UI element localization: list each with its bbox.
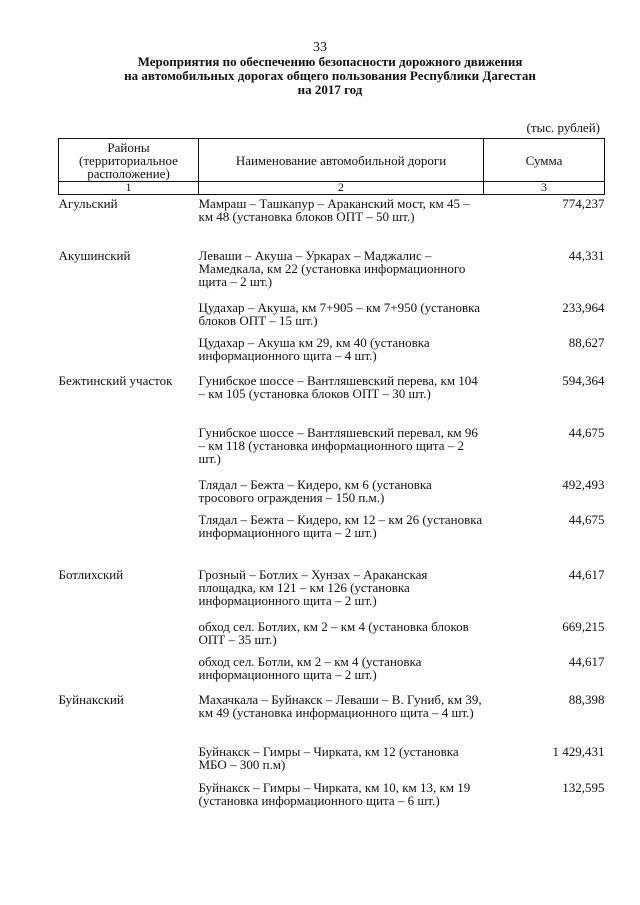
page-number: 33: [313, 40, 327, 55]
sum-cell: 492,493: [562, 476, 605, 492]
column-number-row: [59, 182, 605, 195]
table-row: [59, 476, 605, 511]
header-district: Районы (территориальное расположение): [59, 139, 199, 182]
road-cell: Цудахар – Акуша км 29, км 40 (установка информационного щита – 4 шт.): [198, 334, 430, 363]
district-cell: [59, 779, 199, 829]
sum-cell: 44,675: [568, 424, 605, 440]
district-cell: Агульский: [58, 196, 118, 211]
district-cell: [59, 299, 199, 334]
district-cell: [59, 618, 199, 653]
sum-cell: 594,364: [562, 372, 605, 388]
title-line-1: Мероприятия по обеспечению безопасности дорожного движения: [137, 54, 523, 69]
road-cell: Гунибское шоссе – Вантляшевский перева, км 104 – км 105 (установка блоков ОПТ – 30 шт.): [198, 372, 478, 401]
table-row: [59, 372, 605, 424]
units-label: (тыс. рублей): [526, 120, 600, 135]
table-row: [59, 299, 605, 334]
sum-cell: 132,595: [562, 779, 605, 795]
title-line-3: на 2017 год: [297, 82, 363, 97]
road-cell: обход сел. Ботли, км 2 – км 4 (установка информационного щита – 2 шт.): [198, 653, 422, 682]
header-road: Наименование автомобильной дороги: [199, 139, 484, 182]
sum-cell: 233,964: [562, 299, 605, 315]
district-cell: [59, 476, 199, 511]
table-header-row: [59, 139, 605, 182]
table-row: [59, 743, 605, 779]
district-cell: [59, 743, 199, 779]
district-cell: Бежтинский участок: [58, 372, 173, 388]
table-row: [59, 653, 605, 691]
road-cell: Гунибское шоссе – Вантляшевский перевал, км 96 – км 118 (установка информационного щита – 2 шт.): [198, 424, 478, 466]
column-number: 2: [199, 182, 484, 195]
sum-cell: 88,398: [568, 691, 605, 707]
column-number: 3: [484, 182, 605, 195]
district-cell: [59, 511, 199, 566]
road-cell: Буйнакск – Гимры – Чирката, км 10, км 13, км 19 (установка информационного щита – 6 шт.): [198, 779, 471, 808]
table-body: [59, 195, 605, 829]
district-cell: Ботлихский: [58, 566, 124, 582]
measures-table: [58, 138, 605, 829]
table-row: [59, 334, 605, 372]
sum-cell: 774,237: [562, 196, 605, 211]
sum-cell: 44,617: [568, 566, 605, 582]
table-row: [59, 566, 605, 618]
table-row: [59, 779, 605, 829]
title-line-2: на автомобильных дорогах общего пользования Республики Дагестан: [124, 68, 536, 83]
road-cell: Махачкала – Буйнакск – Леваши – В. Гуниб, км 39, км 49 (установка информационного щита – 4 шт.): [198, 691, 482, 720]
district-cell: [59, 653, 199, 691]
table-row: [59, 424, 605, 476]
sum-cell: 88,627: [568, 334, 605, 350]
district-cell: [59, 424, 199, 476]
road-cell: Буйнакск – Гимры – Чирката, км 12 (установка МБО – 300 п.м): [198, 743, 459, 772]
table-row: [59, 195, 605, 247]
sum-cell: 669,215: [562, 618, 605, 634]
road-cell: Леваши – Акуша – Уркарах – Маджалис – Мамедкала, км 22 (установка информационного щита – 2 шт.): [198, 247, 466, 289]
table-row: [59, 247, 605, 299]
road-cell: Цудахар – Акуша, км 7+905 – км 7+950 (установка блоков ОПТ – 15 шт.): [198, 299, 481, 328]
table-row: [59, 511, 605, 566]
table-row: [59, 691, 605, 743]
district-cell: Буйнакский: [58, 691, 124, 707]
table-row: [59, 618, 605, 653]
sum-cell: 44,331: [568, 247, 605, 263]
sum-cell: 1 429,431: [552, 743, 605, 759]
sum-cell: 44,675: [568, 511, 605, 527]
header-sum: Сумма: [484, 139, 605, 182]
road-cell: обход сел. Ботлих, км 2 – км 4 (установка блоков ОПТ – 35 шт.): [198, 618, 469, 647]
column-number: 1: [59, 182, 199, 195]
document-title: [60, 55, 600, 97]
road-cell: Мамраш – Ташкапур – Араканский мост, км 45 – км 48 (установка блоков ОПТ – 50 шт.): [198, 196, 470, 224]
sum-cell: 44,617: [568, 653, 605, 669]
road-cell: Грозный – Ботлих – Хунзах – Араканская площадка, км 121 – км 126 (установка информационного щита – 2 шт.): [198, 566, 428, 608]
road-cell: Тлядал – Бежта – Кидеро, км 6 (установка тросового ограждения – 150 п.м.): [198, 476, 432, 505]
district-cell: Акушинский: [58, 247, 131, 263]
road-cell: Тлядал – Бежта – Кидеро, км 12 – км 26 (установка информационного щита – 2 шт.): [198, 511, 483, 540]
district-cell: [59, 334, 199, 372]
